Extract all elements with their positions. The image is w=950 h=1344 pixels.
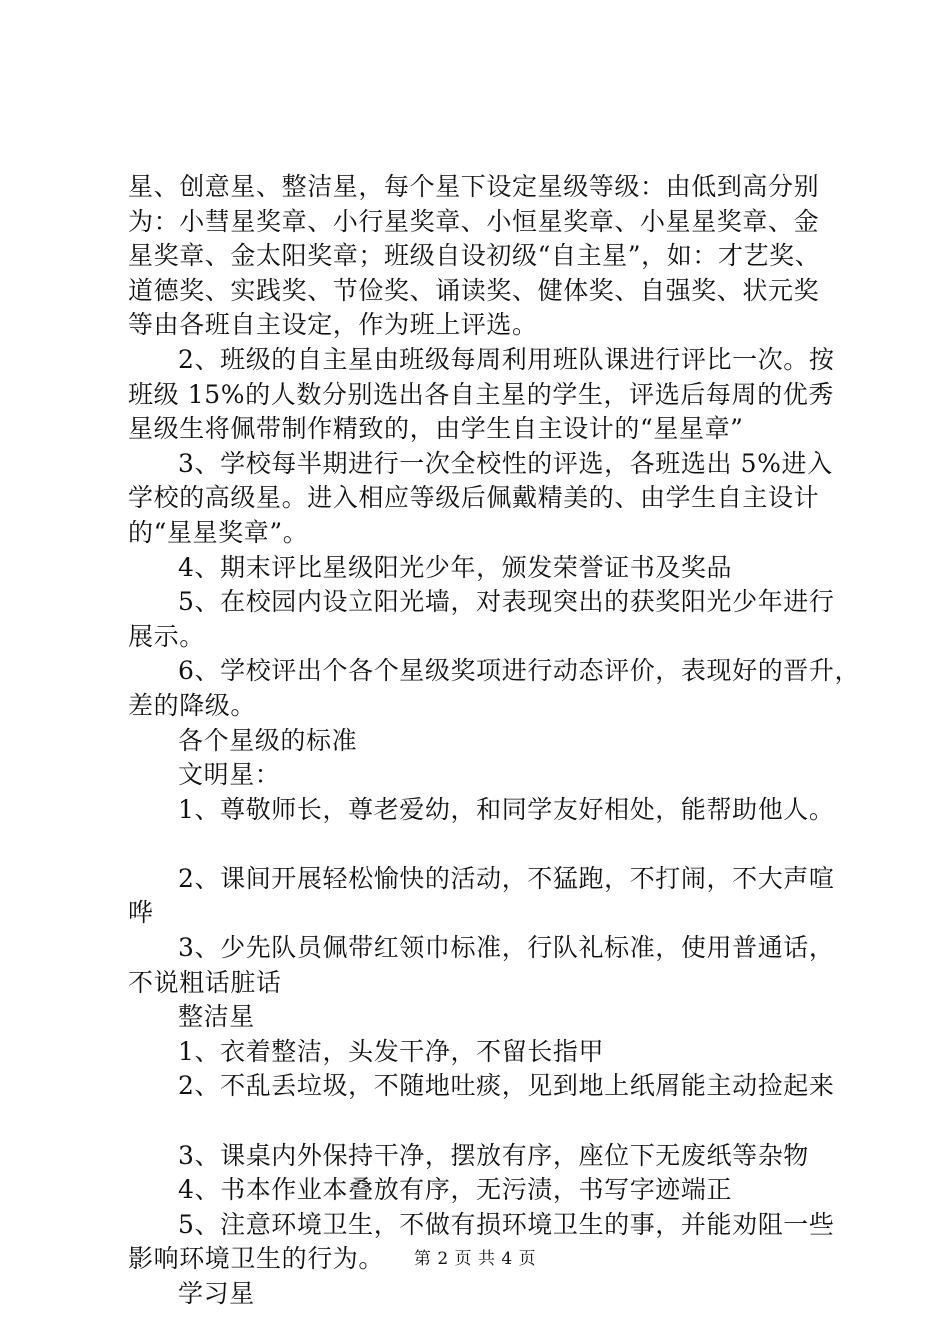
blank-line [128, 1104, 840, 1139]
text-line: 3、课桌内外保持干净，摆放有序，座位下无废纸等杂物 [178, 1140, 809, 1170]
text-line: 学习星 [178, 1279, 255, 1308]
text-line: 为：小彗星奖章、小行星奖章、小恒星奖章、小星星奖章、金 [128, 206, 820, 236]
text-line: 各个星级的标准 [178, 725, 358, 755]
text-line: 3、学校每半期进行一次全校性的评选，各班选出 5%进入 [178, 448, 833, 478]
text-line: 影响环境卫生的行为。 [128, 1244, 385, 1274]
text-line: 星奖章、金太阳奖章；班级自设初级“自主星”，如：才艺奖、 [128, 241, 821, 271]
page-footer: 第 2 页 共 4 页 [413, 1249, 537, 1269]
text-line: 差的降级。 [128, 690, 257, 720]
text-line: 1、衣着整洁，头发干净，不留长指甲 [178, 1036, 605, 1066]
text-line: 整洁星 [178, 1002, 255, 1032]
text-line: 2、不乱丢垃圾，不随地吐痰，见到地上纸屑能主动捡起来 [178, 1071, 835, 1101]
text-line: 5、注意环境卫生，不做有损环境卫生的事，并能劝阻一些 [178, 1209, 835, 1239]
text-line: 等由各班自主设定，作为班上评选。 [128, 310, 538, 340]
body-text [128, 170, 861, 1312]
text-line: 1、尊敬师长，尊老爱幼，和同学友好相处，能帮助他人。 [178, 794, 835, 824]
blank-line [128, 827, 840, 862]
text-line: 星级生将佩带制作精致的，由学生自主设计的“星星章” [128, 414, 744, 444]
text-line: 2、班级的自主星由班级每周利用班队课进行评比一次。按 [178, 344, 835, 374]
text-line: 班级 15%的人数分别选出各自主星的学生，评选后每周的优秀 [128, 379, 834, 409]
text-line: 不说粗话脏话 [128, 967, 282, 997]
text-line: 文明星： [178, 760, 281, 790]
text-line: 4、书本作业本叠放有序，无污渍，书写字迹端正 [178, 1175, 733, 1205]
text-line: 3、少先队员佩带红领巾标准，行队礼标准，使用普通话， [178, 933, 835, 963]
text-line: 哗 [128, 898, 154, 928]
text-line: 4、期末评比星级阳光少年，颁发荣誉证书及奖品 [178, 552, 733, 582]
text-line: 的“星星奖章”。 [128, 517, 309, 547]
text-line: 5、在校园内设立阳光墙，对表现突出的获奖阳光少年进行 [178, 587, 835, 617]
text-line: 2、课间开展轻松愉快的活动，不猛跑，不打闹，不大声喧 [178, 863, 835, 893]
text-line: 6、学校评出个各个星级奖项进行动态评价，表现好的晋升， [178, 656, 861, 686]
text-line: 学校的高级星。进入相应等级后佩戴精美的、由学生自主设计 [128, 483, 820, 513]
text-line: 道德奖、实践奖、节俭奖、诵读奖、健体奖、自强奖、状元奖 [128, 275, 820, 305]
text-line: 展示。 [128, 621, 205, 651]
text-line: 星、创意星、整洁星，每个星下设定星级等级：由低到高分别 [128, 172, 820, 201]
